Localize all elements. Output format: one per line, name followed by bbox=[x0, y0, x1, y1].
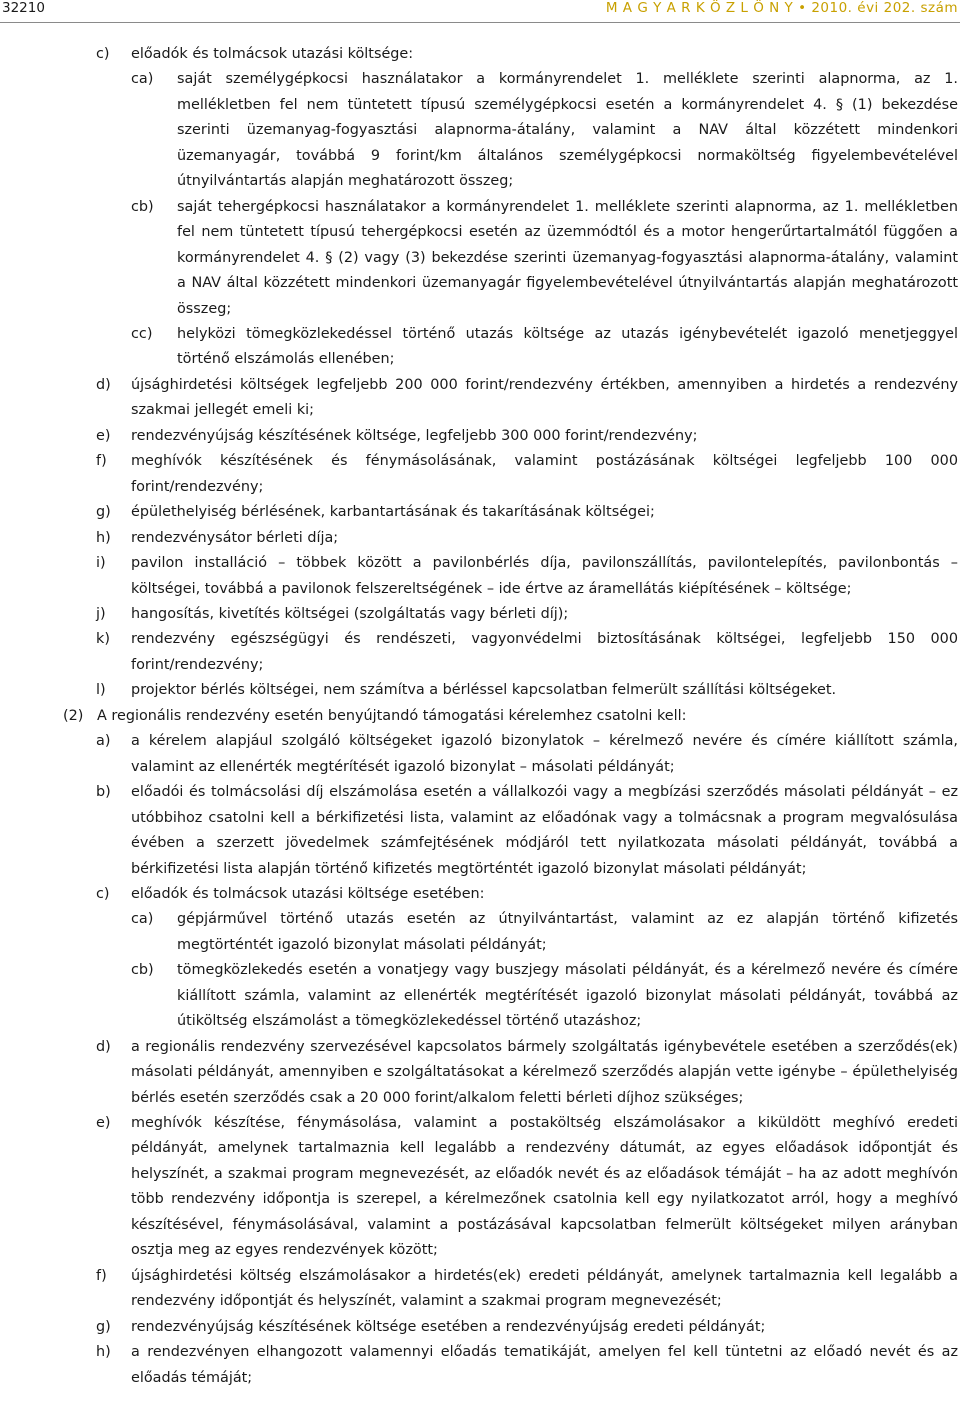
item-label: k) bbox=[96, 631, 110, 648]
list-item bbox=[0, 449, 958, 500]
list-item bbox=[0, 882, 958, 907]
list-item bbox=[0, 373, 958, 424]
item-text: projektor bérlés költségei, nem számítva a bérléssel kapcsolatban felmerült szállítási költségeket. bbox=[131, 682, 837, 699]
item-label: g) bbox=[96, 1318, 111, 1335]
list-item bbox=[0, 704, 958, 729]
item-label: f) bbox=[96, 1267, 107, 1284]
list-item bbox=[0, 678, 958, 703]
item-text: előadók és tolmácsok utazási költsége esetében: bbox=[131, 885, 485, 902]
item-text: saját személygépkocsi használatakor a kormányrendelet 1. melléklete szerinti alapnorma, az 1. mellékletben fel nem tüntetett típusú személygépkocsi esetén a kormányrendelet 4. § (1) bekezdése szerinti üzemanyag-fogyasztási alapnorma-átalány, valamint a NAV által közzétett mindenkori üzemanyagár, továbbá 9 forint/km általános személygépkocsi normaköltség figyelembevételével útnyilvántartás alapján meghatározott összeg; bbox=[177, 71, 958, 190]
item-text: rendezvényújság készítésének költsége, legfeljebb 300 000 forint/rendezvény; bbox=[131, 427, 698, 444]
item-text: a rendezvényen elhangozott valamennyi előadás tematikáját, amelyen fel kell tüntetni az előadó nevét és az előadás témáját; bbox=[131, 1344, 958, 1386]
item-label: cb) bbox=[131, 198, 154, 215]
item-label: e) bbox=[96, 1115, 111, 1132]
list-item bbox=[0, 1315, 958, 1340]
list-item bbox=[0, 1111, 958, 1264]
item-text: újsághirdetési költségek legfeljebb 200 000 forint/rendezvény értékben, amennyiben a hirdetés a rendezvény szakmai jellegét emeli ki; bbox=[131, 376, 958, 419]
item-label: c) bbox=[96, 885, 110, 902]
item-text: meghívók készítése, fénymásolása, valamint a postaköltség elszámolásakor a kiküldött meghívó eredeti példányát, amelynek tartalmaznia kell legalább a rendezvény dátumát, az egyes előadások időpontját és helyszínét, a szakmai program megnevezését, az előadók nevét és az előadások témáját – ha az adott meghívón több rendezvény időpontja is szerepel, a kérelmezőnek csatolnia kell egy nyilatkozatot arról, hogy a meghívó készítésével, fénymásolásával, valamint a postázásával kapcsolatban felmerült költségeket milyen arányban osztja meg az egyes rendezvények között; bbox=[131, 1115, 958, 1259]
item-text: rendezvénysátor bérleti díja; bbox=[131, 529, 339, 546]
list-item bbox=[0, 42, 958, 67]
item-label: f) bbox=[96, 453, 107, 470]
item-text: pavilon installáció – többek között a pavilonbérlés díja, pavilonszállítás, pavilontelepítés, pavilonbontás – költségei, továbbá a pavilonok felszereltségének – ide értve az áramellátás kiépítésének – költsége; bbox=[131, 555, 958, 597]
list-item bbox=[0, 500, 958, 525]
list-item bbox=[0, 322, 958, 373]
list-item bbox=[0, 551, 958, 602]
item-label: l) bbox=[96, 682, 106, 699]
journal-title: M A G Y A R K Ö Z L Ö N Y • 2010. évi 202. szám bbox=[605, 0, 958, 16]
list-item bbox=[0, 1264, 958, 1315]
item-label: ca) bbox=[131, 911, 154, 928]
item-text: hangosítás, kivetítés költségei (szolgáltatás vagy bérleti díj); bbox=[131, 605, 569, 622]
item-text: saját tehergépkocsi használatakor a kormányrendelet 1. melléklete szerinti alapnorma, az 1. mellékletben fel nem tüntetett típusú tehergépkocsi esetén az üzemmódtól és a motor hengerűrtartalmától függően a kormányrendelet 4. § (2) vagy (3) bekezdése szerinti üzemanyag-fogyasztási alapnorma-átalány, valamint a NAV által közzétett mindenkori üzemanyagár figyelembevételével útnyilvántartás alapján meghatározott összeg; bbox=[177, 198, 958, 317]
item-text: a regionális rendezvény szervezésével kapcsolatos bármely szolgáltatás igénybevétele esetében a szerződés(ek) másolati példányát, amennyiben e szolgáltatásokat a kérelmező szerződés alapján vette igénybe – épülethelyiség bérlés esetén szerződés csak a 20 000 forint/alkalom feletti bérleti díjhoz szükséges; bbox=[131, 1038, 958, 1106]
page-header bbox=[0, 0, 960, 23]
item-label: c) bbox=[96, 46, 110, 62]
document-body bbox=[0, 42, 958, 1391]
item-label: d) bbox=[96, 376, 111, 393]
item-text: meghívók készítésének és fénymásolásának, valamint postázásának költségei legfeljebb 100 000 forint/rendezvény; bbox=[131, 453, 958, 495]
list-item bbox=[0, 907, 958, 958]
list-item bbox=[0, 1035, 958, 1111]
list-item bbox=[0, 526, 958, 551]
page-number: 32210 bbox=[2, 0, 45, 16]
item-text: helyközi tömegközlekedéssel történő utazás költsége az utazás igénybevételét igazoló menetjeggyel történő elszámolás ellenében; bbox=[177, 325, 958, 368]
item-label: a) bbox=[96, 733, 111, 750]
item-text: rendezvény egészségügyi és rendészeti, vagyonvédelmi biztosításának költségei, legfeljebb 150 000 forint/rendezvény; bbox=[131, 631, 958, 673]
item-label: g) bbox=[96, 504, 111, 521]
item-text: előadói és tolmácsolási díj elszámolása esetén a vállalkozói vagy a megbízási szerződés másolati példányát – ez utóbbihoz csatolni kell a bérkifizetési lista, valamint az előadónak vagy a tolmácsnak a program megvalósulása évében a szerzett jövedelmek számfejtésének módjáról tett nyilatkozata másolati példányát, továbbá a bérkifizetési lista alapján történő kifizetés megtörténtét igazoló bizonylat másolati példányát; bbox=[131, 784, 958, 877]
item-text: előadók és tolmácsok utazási költsége: bbox=[131, 46, 414, 62]
item-text: A regionális rendezvény esetén benyújtandó támogatási kérelemhez csatolni kell: bbox=[97, 707, 687, 724]
list-item bbox=[0, 602, 958, 627]
item-label: (2) bbox=[63, 707, 84, 724]
list-item bbox=[0, 67, 958, 194]
item-label: h) bbox=[96, 1344, 111, 1361]
item-label: e) bbox=[96, 427, 111, 444]
item-label: ca) bbox=[131, 71, 154, 88]
list-item bbox=[0, 780, 958, 882]
list-item bbox=[0, 1340, 958, 1391]
list-item bbox=[0, 958, 958, 1034]
item-text: tömegközlekedés esetén a vonatjegy vagy buszjegy másolati példányát, és a kérelmező nevére és címére kiállított számla, valamint az ellenérték megtérítését igazoló bizonylat másolati példányát, továbbá az útiköltség elszámolást a tömegközlekedéssel történő utazáshoz; bbox=[177, 962, 958, 1030]
list-item bbox=[0, 195, 958, 322]
item-text: épülethelyiség bérlésének, karbantartásának és takarításának költségei; bbox=[131, 504, 655, 521]
item-label: j) bbox=[96, 605, 106, 622]
item-text: a kérelem alapjául szolgáló költségeket igazoló bizonylatok – kérelmező nevére és címére kiállított számla, valamint az ellenérték megtérítését igazoló bizonylat – másolati példányát; bbox=[131, 733, 958, 775]
list-item bbox=[0, 627, 958, 678]
item-label: h) bbox=[96, 529, 111, 546]
item-text: gépjárművel történő utazás esetén az útnyilvántartást, valamint az ez alapján történő kifizetés megtörténtét igazoló bizonylat másolati példányát; bbox=[177, 911, 958, 953]
item-label: b) bbox=[96, 784, 111, 801]
item-text: rendezvényújság készítésének költsége esetében a rendezvényújság eredeti példányát; bbox=[131, 1318, 766, 1335]
item-label: cb) bbox=[131, 962, 154, 979]
item-label: i) bbox=[96, 555, 106, 572]
item-label: d) bbox=[96, 1038, 111, 1055]
item-label: cc) bbox=[131, 325, 153, 342]
item-text: újsághirdetési költség elszámolásakor a hirdetés(ek) eredeti példányát, amelynek tartalmaznia kell legalább a rendezvény időpontját és helyszínét, valamint a szakmai program megnevezését; bbox=[131, 1267, 958, 1310]
list-item bbox=[0, 424, 958, 449]
list-item bbox=[0, 729, 958, 780]
